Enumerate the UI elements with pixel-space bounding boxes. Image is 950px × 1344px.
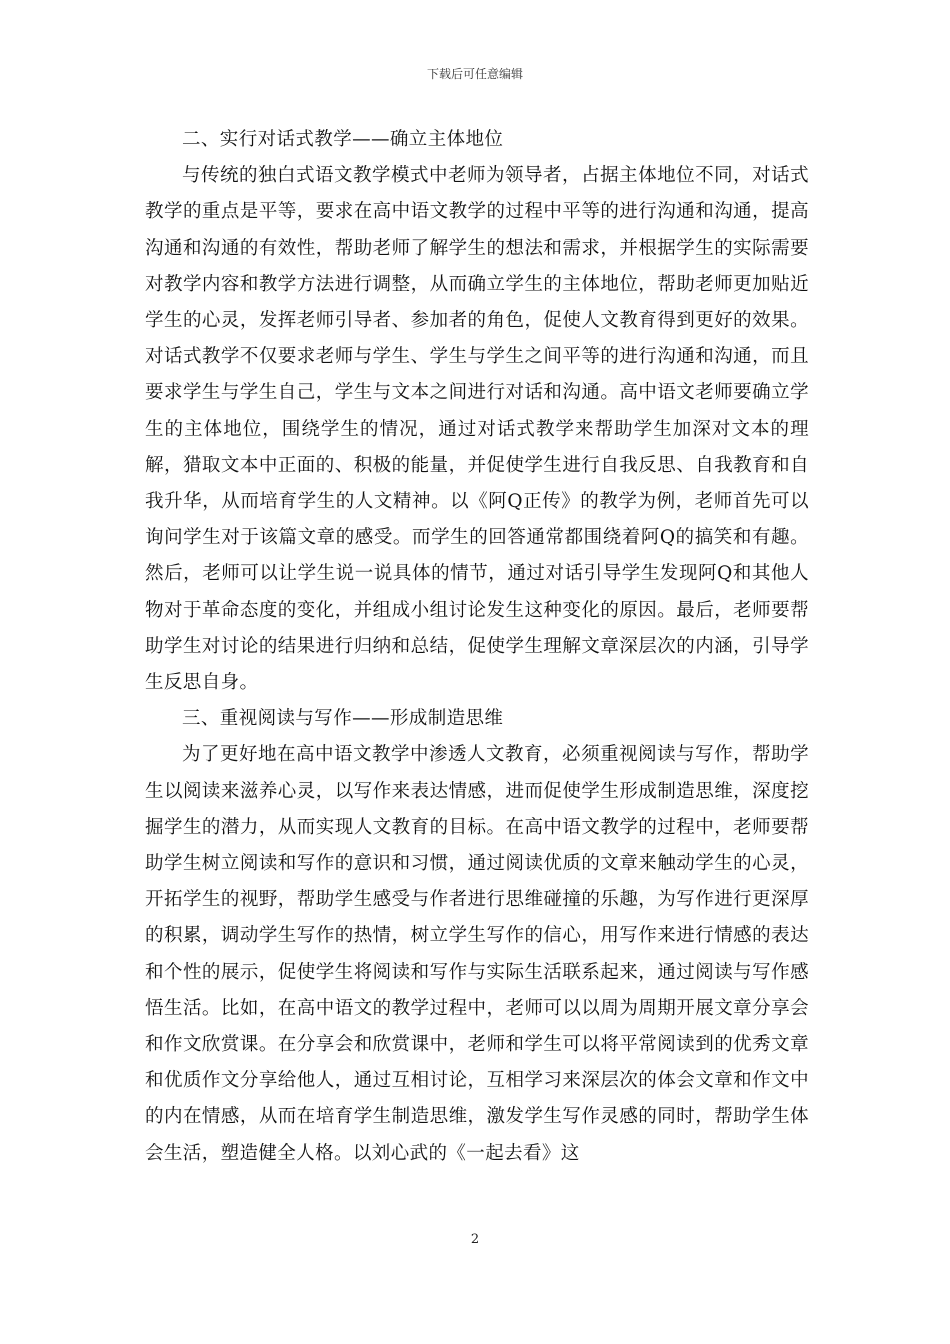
section-heading-3: 三、重视阅读与写作——形成制造思维 [182, 708, 504, 730]
section-paragraph-2: 与传统的独白式语文教学模式中老师为领导者，占据主体地位不同，对话式教学的重点是平等，要求在高中语文教学的过程中平等的进行沟通和沟通，提高沟通和沟通的有效性，帮助老师了解学生的想法和需求，并根据学生的实际需要对教学内容和教学方法进行调整，从而确立学生的主体地位，帮助老师更加贴近学生的心灵，发挥老师引导者、参加者的角色，促使人文教育得到更好的效果。对话式教学不仅要求老师与学生、学生与学生之间平等的进行沟通和沟通，而且要求学生与学生自己，学生与文本之间进行对话和沟通。高中语文老师要确立学生的主体地位，围绕学生的情况，通过对话式教学来帮助学生加深对文本的理解，猎取文本中正面的、积极的能量，并促使学生进行自我反思、自我教育和自我升华，从而培育学生的人文精神。以《阿Q正传》的教学为例，老师首先可以询问学生对于该篇文章的感受。而学生的回答通常都围绕着阿Q的搞笑和有趣。然后，老师可以让学生说一说具体的情节，通过对话引导学生发现阿Q和其他人物对于革命态度的变化，并组成小组讨论发生这种变化的原因。最后，老师要帮助学生对讨论的结果进行归纳和总结，促使学生理解文章深层次的内涵，引导学生反思自身。 [145, 165, 809, 694]
page-header: 下载后可任意编辑 [426, 67, 523, 81]
document-body [145, 122, 809, 1172]
page-number: 2 [470, 1232, 480, 1247]
section-heading-2: 二、实行对话式教学——确立主体地位 [182, 129, 504, 150]
section-paragraph-3: 为了更好地在高中语文教学中渗透人文教育，必须重视阅读与写作，帮助学生以阅读来滋养心灵，以写作来表达情感，进而促使学生形成制造思维，深度挖掘学生的潜力，从而实现人文教育的目标。在高中语文教学的过程中，老师要帮助学生树立阅读和写作的意识和习惯，通过阅读优质的文章来触动学生的心灵，开拓学生的视野，帮助学生感受与作者进行思维碰撞的乐趣，为写作进行更深厚的积累，调动学生写作的热情，树立学生写作的信心，用写作来进行情感的表达和个性的展示，促使学生将阅读和写作与实际生活联系起来，通过阅读与写作感悟生活。比如，在高中语文的教学过程中，老师可以以周为周期开展文章分享会和作文欣赏课。在分享会和欣赏课中，老师和学生可以将平常阅读到的优秀文章和优质作文分享给他人，通过互相讨论，互相学习来深层次的体会文章和作文中的内在情感，从而在培育学生制造思维，激发学生写作灵感的同时，帮助学生体会生活，塑造健全人格。以刘心武的《一起去看》这 [145, 744, 809, 1164]
